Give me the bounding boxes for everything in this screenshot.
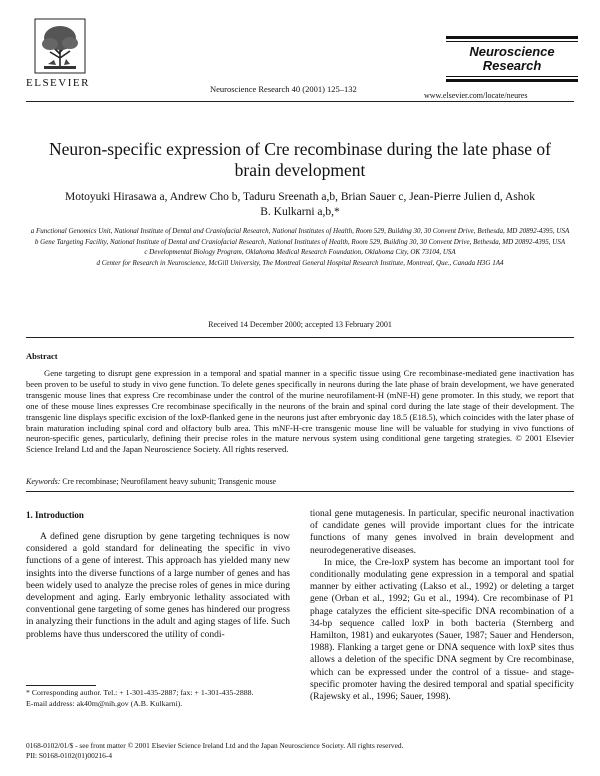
affiliation-b: b Gene Targeting Facility, National Institute of Dental and Craniofacial Research, National Institutes of Health, Room 529, Building 30, 30 Convent Drive, Bethesda, MD 20892-4395, USA xyxy=(34,237,566,246)
journal-logo-line2: Research xyxy=(482,58,542,73)
journal-url[interactable]: www.elsevier.com/locate/neures xyxy=(424,91,528,100)
publisher-name: ELSEVIER xyxy=(26,77,90,89)
right-column xyxy=(310,508,574,703)
abstract-heading: Abstract xyxy=(26,351,58,361)
section-divider xyxy=(26,491,574,492)
journal-logo-line1: Neuroscience xyxy=(469,44,555,59)
header-divider xyxy=(26,101,574,102)
received-dates: Received 14 December 2000; accepted 13 February 2001 xyxy=(208,320,392,329)
pii-line: PII: S0168-0102(01)00216-4 xyxy=(26,751,113,760)
corresponding-author-note: * Corresponding author. Tel.: + 1-301-435-2887; fax: + 1-301-435-2888. xyxy=(26,688,254,697)
journal-logo-rule xyxy=(446,36,578,39)
intro-paragraph-1: A defined gene disruption by gene targeting techniques is now considered a gold standard for delineating the specific in vivo functions of a gene of interest. This approach has yielded many new insights into the diverse functions of a large number of genes and has been widely used to analyze the precise roles of genes in mice during development and aging. Early embryonic lethality associated with conventional gene targeting of some genes has hindered our progress in analyzing their functions in the adult and aging stages of life. Such problems have thus underscored the utility of condi- xyxy=(26,532,290,640)
affiliation-a: a Functional Genomics Unit, National Institute of Dental and Craniofacial Research, National Institutes of Health, Room 529, Building 30, 30 Convent Drive, Bethesda, MD 20892-4395, USA xyxy=(30,227,570,235)
journal-logo-rule xyxy=(446,79,578,82)
intro-paragraph-1-cont: tional gene mutagenesis. In particular, specific neuronal inactivation of candidate genes will provide important clues for the intricate functions of many genes involved in brain development and neurodegenerative diseases. xyxy=(310,509,574,556)
affiliation-d: d Center for Research in Neuroscience, McGill University, The Montreal General Hospital Research Institute, Montreal, Que., Canada H3G 1A4 xyxy=(96,258,504,267)
article-title: Neuron-specific expression of Cre recombinase during the late phase of brain development xyxy=(49,139,551,180)
journal-logo-rule xyxy=(446,41,578,42)
journal-logo xyxy=(446,45,578,73)
journal-logo-rule xyxy=(446,76,578,77)
page-footer xyxy=(26,741,574,761)
keywords-value: Cre recombinase; Neurofilament heavy subunit; Transgenic mouse xyxy=(62,477,277,486)
footnotes xyxy=(26,688,290,709)
abstract-text: Gene targeting to disrupt gene expression in a temporal and spatial manner in a specific tissue using Cre recombinase-mediated gene inactivation has been proven to be useful to study in vivo gene function. To delete genes specifically in neurons during the late phase of brain development, we have generated transgenic mouse lines that express Cre recombinase under the control of the murine neurofilament-H (mNF-H) gene promoter. In this study, we report that one of these mouse lines expresses Cre recombinase specifically in the neurons of the brain and spinal cord during the late stage of their development. The transgenic line displays specific excision of the loxP-flanked gene in the neurons just after embryonic day 18.5 (E18.5), which coincides with the later phase of brain maturation including spinal cord and olfactory bulb area. This mNF-H-cre transgenic mouse line will be valuable for studying in vivo functions of neuron-specific genes, particularly, defining their precise roles in the mature nervous system using conditional gene targeting strategies. © 2001 Elsevier Science Ireland Ltd and the Japan Neuroscience Society. All rights reserved. xyxy=(26,368,574,455)
intro-paragraph-2: In mice, the Cre-loxP system has become an important tool for conditionally modulating gene expression in a temporal and spatial manner by either activating (Lakso et al., 1992) or deleting a target gene (Orban et al., 1992; Gu et al., 1994). Cre recombinase of P1 phage catalyzes the efficient site-specific DNA recombination of a 34-bp sequence called loxP in both bacteria (Sternberg and Hamilton, 1981) and eukaryotes (Sauer, 1987; Sauer and Henderson, 1988). Flanking a target gene or DNA sequence with loxP sites thus allows a deletion of the specific DNA segment by Cre recombinase, which can be expressed under the control of a tissue- and stage-specific promoter having the desired temporal and spatial specificity (Rajewsky et al., 1996; Sauer, 1998). xyxy=(310,557,574,703)
keywords-label: Keywords: xyxy=(26,477,61,486)
section-divider xyxy=(26,337,574,338)
copyright-line: 0168-0102/01/$ - see front matter © 2001 Elsevier Science Ireland Ltd and the Japan Neuroscience Society. All rights reserved. xyxy=(26,741,404,750)
author-list: Motoyuki Hirasawa a, Andrew Cho b, Taduru Sreenath a,b, Brian Sauer c, Jean-Pierre Julien d, Ashok B. Kulkarni a,b,* xyxy=(64,191,536,218)
journal-reference: Neuroscience Research 40 (2001) 125–132 xyxy=(210,84,357,94)
affiliation-c: c Developmental Biology Program, Oklahoma Medical Research Foundation, Oklahoma City, OK 73104, USA xyxy=(144,248,456,256)
keywords-line xyxy=(26,477,574,486)
footnote-divider xyxy=(26,685,96,686)
left-column xyxy=(26,508,290,641)
affiliation-list xyxy=(30,226,570,268)
intro-heading: 1. Introduction xyxy=(26,510,84,520)
email-note: E-mail address: ak40m@nih.gov (A.B. Kulkarni). xyxy=(26,698,183,708)
